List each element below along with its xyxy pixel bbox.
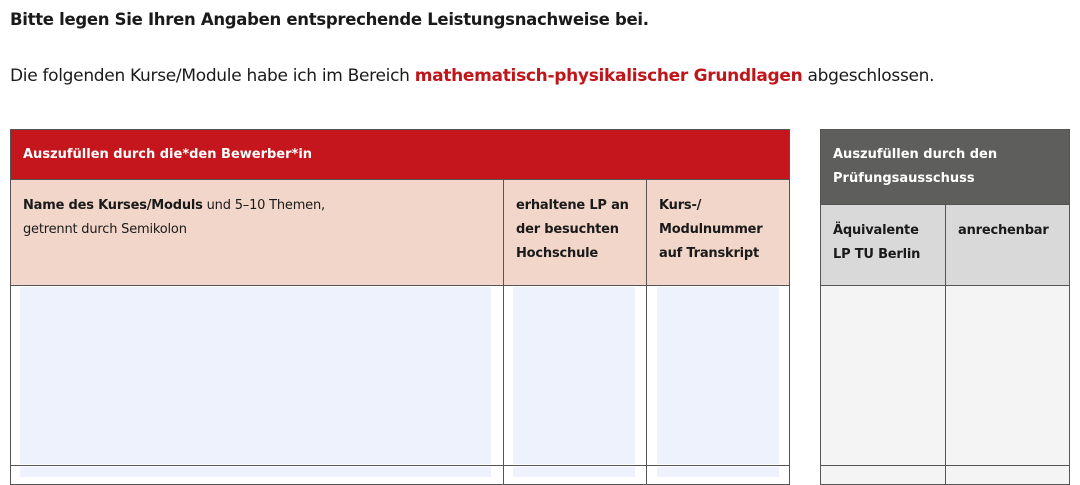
applicant-header: Auszufüllen durch die*den Bewerber*in [10,129,790,180]
module-number-input[interactable] [657,287,779,464]
committee-next-creditable [945,465,1070,485]
lp-input-2[interactable] [513,467,635,477]
intro-sentence-highlight: mathematisch-physikalischer Grundlagen [414,66,803,86]
committee-cell-creditable [945,285,1070,466]
course-name-input-2[interactable] [20,467,491,477]
column-header-creditable: anrechenbar [945,204,1070,286]
course-name-rest: und 5–10 Themen, [202,198,325,213]
module-number-input-2[interactable] [657,467,779,477]
course-name-bold: Name des Kurses/Moduls [23,198,203,213]
committee-header: Auszufüllen durch den Prüfungsausschuss [820,129,1070,205]
instruction-text: Bitte legen Sie Ihren Angaben entsprechende Leistungsnachweise bei. [10,10,649,29]
committee-next-equivalent [820,465,946,485]
column-header-module-number: Kurs-/ Modulnummer auf Transkript [646,179,790,286]
lp-input[interactable] [513,287,635,464]
intro-sentence-end: abgeschlossen. [802,66,935,86]
column-header-equivalent-lp: Äquivalente LP TU Berlin [820,204,946,286]
intro-sentence [10,66,934,86]
intro-sentence-start: Die folgenden Kurse/Module habe ich im Bereich [10,66,415,86]
column-header-lp: erhaltene LP an der besuchten Hochschule [503,179,647,286]
course-name-line2: getrennt durch Semikolon [23,222,187,237]
committee-cell-equivalent-lp [820,285,946,466]
course-name-input[interactable] [20,287,491,464]
column-header-course-name [10,179,504,286]
